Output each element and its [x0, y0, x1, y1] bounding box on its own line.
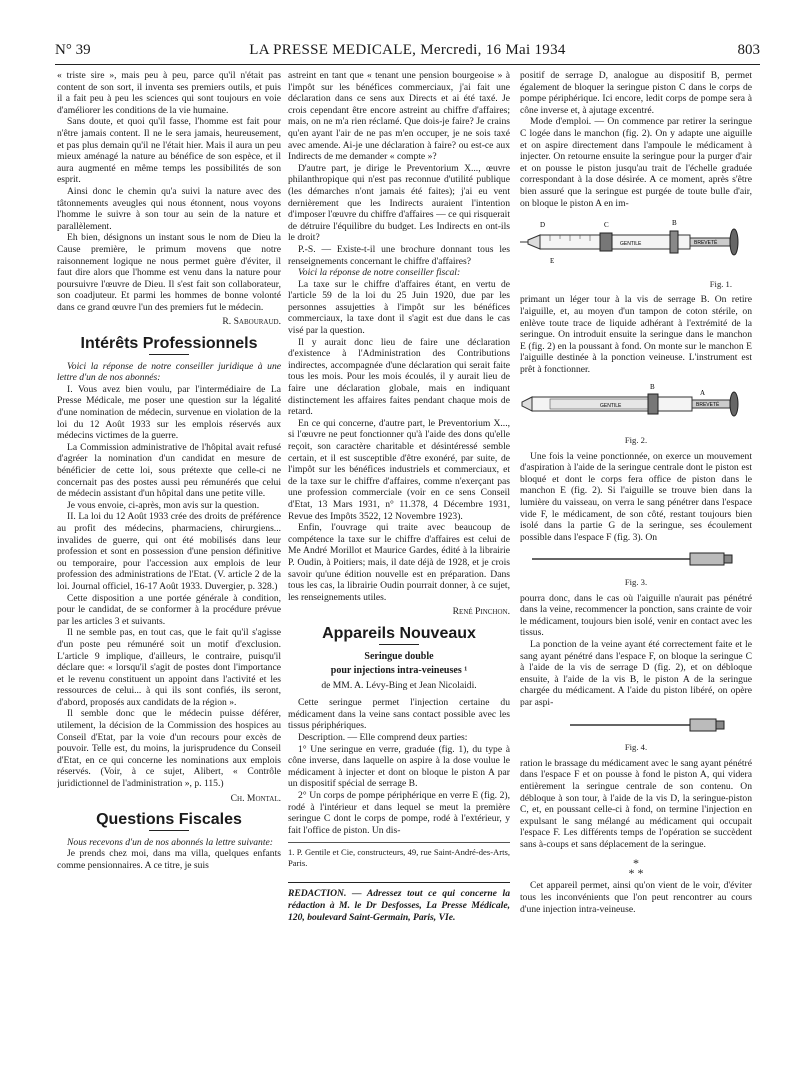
signature: Ch. Montal. — [230, 792, 281, 804]
paragraph: En ce qui concerne, d'autre part, le Preventorium X..., si l'œuvre ne peut fonctionner qu'à l'aide des dons qu'elle reçoit, son caractère charitable et désintéressé semble certain, et il est susceptible d'être exonéré, par suite, de l'impôt sur les bénéfices industriels et commerciaux, et de la taxe sur le chiffre d'affaires, comme n'exerçant pas une profession commerciale (voir en ce sens Conseil d'Etat, 13 Mars 1931, n° 11.378, 4 Décembre 1931, Revue des Impôts 3522, 12 Novembre 1923). — [288, 417, 510, 522]
paragraph: Une fois la veine ponctionnée, on exerce un mouvement d'aspiration à l'aide de la seringue centrale dont le piston est bloqué et dont le corps fera office de piston dans le manchon E (fig. 2). Si l'aiguille se trouve bien dans la lumière du vaisseau, on verra le sang pénétrer dans l'espace vide F, le médicament, de son côté, restant toujours bien isolé dans la partie G de la seringue, ses écoulement possible dans l'espace F (fig. 3). On — [520, 450, 752, 543]
figure-label: BREVETÉ — [696, 402, 720, 409]
header-rule — [55, 64, 760, 65]
paragraph: Je prends chez moi, dans ma villa, quelques enfants comme pensionnaires. A ce titre, je suis — [57, 848, 281, 871]
paragraph: La Commission administrative de l'hôpital avait refusé d'agréer la nomination d'un candidat en mesure de bénéficier de cette loi, sous prétexte que celle-ci ne concernait pas des postes aussi peu rémunérés que celui de médecin assistant d'un hôpital dans une petite ville. — [57, 441, 281, 500]
figure-label: GENTILE — [620, 241, 642, 248]
paragraph: Enfin, l'ouvrage qui traite avec beaucoup de compétence la taxe sur le chiffre d'affaires est celui de Me André Morillot et Maurice Gardes, édité à la librairie P. Oudin, à Poitiers; mais, il date déjà de 1928, et je crois savoir qu'une édition nouvelle est en préparation. Dans tous les cas, la librairie Oudin pourrait donner, à ce sujet, les renseignements utiles. — [288, 522, 510, 603]
paragraph: positif de serrage D, analogue au dispositif B, permet également de bloquer la seringue piston C dans le corps de pompe périphérique. Ici encore, ledit corps de pompe sera à cône inverse et, à ajutage excentré. — [520, 70, 752, 116]
needle-icon — [520, 713, 752, 735]
column-3 — [520, 70, 752, 1070]
paragraph: II. La loi du 12 Août 1933 crée des droits de préférence au profit des médecins, pharmaciens, chirurgiens... invalides de guerre, qui ont été mobilisés dans leur profession et sont en possession d'une pension définitive ou temporaire, pour l'accession aux emplois de leur profession des administrations de l'Etat. (V. article 2 de la loi. Journal officiel, 16-17 Août 1933. Duvergier, p. 328.) — [57, 511, 281, 592]
paragraph: La ponction de la veine ayant été correctement faite et le sang ayant pénétré dans l'espace F, on bloque la seringue C à l'aide de la vis de serrage D (fig. 2), et on débloque ensuite, à l'aide de la vis B, le piston A de la seringue chargée du médicament. A l'aide du piston libéré, on opère par aspi- — [520, 638, 752, 708]
signature: R. Sabouraud. — [222, 316, 281, 328]
paragraph: P.-S. — Existe-t-il une brochure donnant tous les renseignements concernant le chiffre d'affaires? — [288, 243, 510, 267]
figure-caption: Fig. 1. — [709, 278, 732, 289]
paragraph: I. Vous avez bien voulu, par l'intermédiaire de La Presse Médicale, me poser une question sur la légalité d'une nomination de médecin, survenue en violation de la loi du 12 Août 1933 sur les emplois réservés aux médecins victimes de la guerre. — [57, 383, 281, 442]
syringe-icon — [520, 213, 752, 271]
figure-3-needle-illustration — [520, 547, 752, 573]
paragraph: D'autre part, je dirige le Preventorium X..., œuvre philanthropique qui n'est pas reconnue d'utilité publique (les démarches n'ont jamais été faites); j'ai eu vent dernièrement que les Indirects auraient l'intention d'imposer l'œuvre du chiffre d'affaires — ce qui risquerait de détruire l'équilibre du budget. Les Indirects en ont-ils le droit? — [288, 162, 510, 244]
paragraph: Il y aurait donc lieu de faire une déclaration d'existence à l'Administration des Contributions indirectes, accompagnée d'une déclaration qui serait faite tous les mois. Pour les mois écoulés, il y aurait lieu de faire une déclaration globale, mais en indiquant distinctement les affaires faites pendant chaque mois de retard. — [288, 336, 510, 418]
divider — [149, 830, 189, 831]
paragraph: pourra donc, dans le cas où l'aiguille n'aurait pas pénétré dans la veine, recommencer la ponction, sans crainte de voir le médicament, toujours bien isolé, venir en contact avec les tissus. — [520, 592, 752, 639]
paragraph: Je vous envoie, ci-après, mon avis sur la question. — [67, 499, 260, 511]
journal-title: LA PRESSE MEDICALE, Mercredi, 16 Mai 1934 — [249, 42, 566, 58]
paragraph: Sans doute, et quoi qu'il fasse, l'homme est fait pour n'être jamais content. Il ne le sera jamais, heureusement, et pas plus demain qu'il ne l'était hier. Mais il aura un peu mieux aménagé la nature au bénéfice de son espèce, et il aura augmenté en même temps les possibilités de son esprit. — [57, 116, 281, 186]
syringe-icon — [520, 379, 752, 427]
section-intro: Nous recevons d'un de nos abonnés la lettre suivante: — [67, 836, 273, 848]
section-intro: Voici la réponse de notre conseiller juridique à une lettre d'un de nos abonnés: — [57, 360, 281, 384]
section-heading-interets: Intérêts Professionnels — [80, 335, 258, 353]
figure-label: GENTILE — [600, 403, 622, 410]
section-separator: * * * — [628, 856, 644, 881]
paragraph: Il ne semble pas, en tout cas, que le fait qu'il s'agisse d'un poste peu rémunéré soit un motif d'exclusion. L'article 9 implique, d'ailleurs, le contraire, puisqu'il déclare que: « lorsqu'il s'agit de postes dont l'importance et le revenu constituent un appoint dans l'activité et les ressources de celui... à qui ils sont confiés, ils seront, d'abord, proposés aux candidats de la région ». — [57, 627, 281, 708]
figure-2-syringe-illustration — [520, 379, 752, 431]
section-intro: Voici la réponse de notre conseiller fiscal: — [298, 267, 461, 279]
signature: René Pinchon. — [452, 606, 510, 618]
section-heading-appareils: Appareils Nouveaux — [322, 624, 476, 642]
figure-label: B — [650, 383, 655, 392]
figure-caption: Fig. 4. — [624, 742, 648, 753]
paragraph: Cet appareil permet, ainsi qu'on vient de le voir, d'éviter tous les inconvénients que l'on peut rencontrer au cours d'une injection intra-veineuse. — [520, 880, 752, 915]
redaction-notice: REDACTION. — Adressez tout ce qui concerne la rédaction à M. le Dr Desfosses, La Presse Médicale, 120, boulevard Saint-Germain, Paris, VIe. — [288, 882, 510, 924]
article-subtitle: Seringue double — [364, 650, 434, 662]
figure-label: B — [672, 219, 677, 228]
figure-caption: Fig. 3. — [624, 577, 648, 587]
paragraph: 1° Une seringue en verre, graduée (fig. 1), du type à cône inverse, dans laquelle on aspire à la dose voulue le médicament à injecter et dont on bloque le piston A par un dispositif spécial de serrage B. — [288, 743, 510, 790]
column-2 — [288, 70, 510, 1070]
paragraph: 2° Un corps de pompe périphérique en verre E (fig. 2), rodé à l'intérieur et dans lequel se meut la première seringue C dont le corps de pompe, rodé à l'extérieur, y fait l'office de piston. Un dis- — [288, 790, 510, 836]
figure-label: BREVETÉ — [694, 240, 718, 247]
needle-icon — [520, 547, 752, 569]
figure-label: D — [540, 221, 546, 230]
paragraph: Ainsi donc le chemin qu'a suivi la nature avec des tâtonnements aveugles qui nous étonnent, nous voyons l'homme le suivre à son tour au sein de la nature et parallèlement. — [57, 185, 281, 232]
paragraph: astreint en tant que « tenant une pension bourgeoise » à l'impôt sur les bénéfices commerciaux, j'ai fait une déclaration dans ce sens aux Directs et ai été taxé. Je crois cependant être encore astreint au chiffre d'affaires; mais, on ne m'a rien réclamé. Que dois-je faire? Je crains qu'en ayant l'air de ne pas m'en occuper, je ne sois taxé avec amende. Ai-je une déclaration à faire? ou est-ce aux Indirects de me demander « compte »? — [288, 70, 510, 163]
figure-label: A — [700, 389, 706, 398]
section-heading-fiscales: Questions Fiscales — [96, 811, 242, 829]
paragraph: « triste sire », mais peu à peu, parce qu'il n'était pas content de son sort, il inventa ses premiers outils, et puis il a fait peu à peu les sciences qui sont toujours en voie d'améliorer les conditions de la vie humaine. — [57, 70, 281, 116]
paragraph: ration le brassage du médicament avec le sang ayant pénétré dans l'espace F et on pousse à fond le piston A, qui videra entièrement la seringue centrale de son contenu. On débloque à son tour, à l'aide de la vis D, la seringue-piston C, et, en poussant celle-ci à fond, on termine l'injection en expulsant le sang mélangé au médicament qui occupait l'espace F. Les différents temps de l'opération se succèdent sans à-coups et sans déplacement de la seringue. — [520, 757, 752, 850]
divider — [149, 354, 189, 355]
issue-number: N° 39 — [55, 42, 91, 58]
paragraph: primant un léger tour à la vis de serrage B. On retire l'aiguille, et, au moyen d'un tampon de coton stérile, on enlève toute trace de liquide adhérant à l'extrémité de la seringue. On introduit ensuite la seringue dans le manchon E (fig. 2) en la poussant à fond. On monte sur le manchon E l'aiguille destinée à la ponction veineuse. L'instrument est prêt à fonctionner. — [520, 294, 752, 375]
paragraph: La taxe sur le chiffre d'affaires étant, en vertu de l'article 59 de la loi du 25 Juin 1920, due par les personnes assujetties à l'impôt sur les bénéfices commerciaux, la taxe dont il s'agit est due dans le cas visé par la question. — [288, 278, 510, 337]
figure-1-syringe-illustration — [520, 213, 752, 275]
article-authors: de MM. A. Lévy-Bing et Jean Nicolaidi. — [321, 679, 477, 691]
page-number: 803 — [737, 42, 760, 58]
column-1 — [57, 70, 281, 1070]
paragraph: Cette seringue permet l'injection certaine du médicament dans la veine sans contact possible avec les tissus périphériques. — [288, 697, 510, 732]
paragraph: Description. — Elle comprend deux parties: — [298, 732, 468, 744]
paragraph: Mode d'emploi. — On commence par retirer la seringue C logée dans le manchon (fig. 2). On y adapte une aiguille et on aspire directement dans l'ampoule le médicament à injecter. On retourne ensuite la seringue pour la purger d'air et on pousse le piston jusqu'au trait de l'échelle graduée correspondant à la dose désirée. A ce moment, après s'être bien assuré que la seringue est purgée de toute bulle d'air, on bloque le piston A en im- — [520, 116, 752, 209]
page-header — [55, 42, 760, 62]
paragraph: Eh bien, désignons un instant sous le nom de Dieu la Cause première, le primum movens que notre raisonnement logique ne nous permet guère d'éviter, il faut dire alors que l'homme est venu dans la nature pour poursuivre l'œuvre de Dieu. Il s'est fait son collaborateur, son coadjuteur. Et parmi les hommes de bonne volonté dans ce grand œuvre l'un des premiers fut le médecin. — [57, 232, 281, 313]
footnote: 1. P. Gentile et Cie, constructeurs, 49, rue Saint-André-des-Arts, Paris. — [288, 842, 510, 868]
figure-label: C — [604, 221, 609, 230]
figure-4-needle-illustration — [520, 713, 752, 739]
figure-caption: Fig. 2. — [624, 435, 648, 446]
paragraph: Cette disposition a une portée générale à condition, pour le candidat, de se conformer à la procédure prévue par les articles 3 et suivants. — [57, 592, 281, 627]
figure-label: E — [550, 257, 555, 266]
article-subtitle: pour injections intra-veineuses ¹ — [330, 665, 468, 677]
paragraph: Il semble donc que le médecin puisse déférer, utilement, la décision de la Commission des hospices au Conseil d'Etat, par la voie d'un recours pour excès de pouvoir. Telle est, du moins, la jurisprudence du Conseil d'Etat, en ce qui concerne les nominations aux emplois réservés. (Voir, à ce sujet, Alibert, « Contrôle juridictionnel de l'administration », p. 115.) — [57, 708, 281, 790]
divider — [379, 644, 419, 645]
